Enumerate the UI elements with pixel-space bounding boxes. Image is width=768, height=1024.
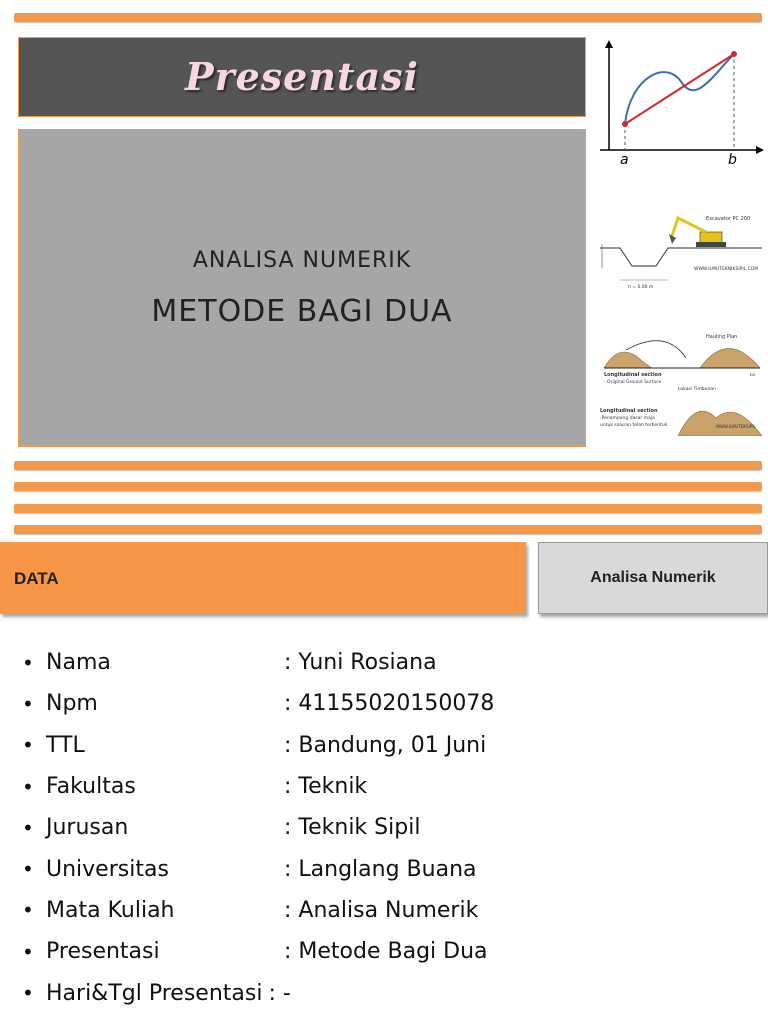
excavator-figure xyxy=(596,208,766,298)
analisa-numerik-tab[interactable] xyxy=(538,542,768,614)
section-label-1-sub: - Original Ground Surface xyxy=(604,380,662,385)
list-item xyxy=(22,807,494,848)
info-value: : Analisa Numerik xyxy=(284,897,479,923)
info-label: Mata Kuliah xyxy=(46,897,175,923)
bullet-icon: • xyxy=(22,898,34,923)
point-b xyxy=(731,51,737,57)
lokasi-label: Lokasi Timbunan xyxy=(678,387,716,392)
bullet-icon: • xyxy=(22,691,34,716)
excavator-site: WWW.ILMUTEKNIKSIPIL.COM xyxy=(694,267,759,272)
soil-mound-2 xyxy=(700,348,760,368)
data-tab[interactable] xyxy=(0,542,526,614)
divider-bar-4 xyxy=(14,525,762,534)
info-label: Jurusan xyxy=(46,815,129,841)
info-label: Universitas xyxy=(46,856,169,882)
divider-bar-3 xyxy=(14,504,762,513)
info-value: : Langlang Buana xyxy=(284,856,477,882)
subject-subtitle: METODE BAGI DUA xyxy=(151,294,453,329)
info-value: : Metode Bagi Dua xyxy=(284,939,488,965)
list-item xyxy=(22,972,494,1013)
subject-panel xyxy=(18,129,586,447)
excavator-dim: h = 6.00 m xyxy=(628,285,654,290)
divider-bar-1 xyxy=(14,461,762,470)
data-tab-label: DATA xyxy=(14,569,59,588)
list-item xyxy=(22,725,494,766)
secant-line xyxy=(625,54,734,124)
bullet-icon: • xyxy=(22,857,34,882)
info-label: Fakultas xyxy=(46,774,136,800)
info-value: : Teknik xyxy=(284,774,368,800)
top-divider-bar xyxy=(14,13,762,22)
excavator-track xyxy=(696,242,726,247)
presentation-title: Presentasi xyxy=(185,54,419,99)
lo-label: Lo xyxy=(750,373,756,378)
info-value: : Bandung, 01 Juni xyxy=(284,732,487,758)
longitudinal-section-figure xyxy=(596,328,766,436)
list-item xyxy=(22,683,494,724)
info-label: TTL xyxy=(46,732,85,758)
label-b: b xyxy=(728,152,737,168)
section-label-1: Longitudinal section xyxy=(604,372,662,378)
bullet-icon: • xyxy=(22,815,34,840)
divider-bar-2 xyxy=(14,482,762,491)
bisection-graph xyxy=(596,38,766,180)
analisa-numerik-tab-label: Analisa Numerik xyxy=(590,569,716,586)
info-label: Nama xyxy=(46,650,111,676)
info-label: Presentasi xyxy=(46,939,160,965)
list-item xyxy=(22,642,494,683)
info-label: Npm xyxy=(46,691,98,717)
student-info-list xyxy=(22,642,494,1014)
info-label: Hari&Tgl Presentasi xyxy=(46,980,263,1006)
soil-mound-1 xyxy=(604,352,652,368)
hauling-label: Hauling Plan xyxy=(706,334,738,340)
list-item xyxy=(22,931,494,972)
bullet-icon: • xyxy=(22,774,34,799)
info-value: : 41155020150078 xyxy=(284,691,495,717)
list-item xyxy=(22,766,494,807)
section-label-2-sub1: -Penampang dasar maja xyxy=(600,416,655,421)
x-axis-arrow xyxy=(756,146,764,154)
section-site: WWW.ILMUTEKSIPIL xyxy=(716,424,756,429)
section-label-2: Longitudinal section xyxy=(600,408,658,414)
excavator-diagram xyxy=(596,208,766,298)
y-axis-arrow xyxy=(605,40,613,48)
bullet-icon: • xyxy=(22,650,34,675)
excavator-caption: Excavator PC 200 xyxy=(706,216,751,222)
info-value: : Teknik Sipil xyxy=(284,815,421,841)
trench-profile xyxy=(600,248,762,266)
subject-title: ANALISA NUMERIK xyxy=(192,248,412,273)
bullet-icon: • xyxy=(22,733,34,758)
info-value: : Yuni Rosiana xyxy=(284,650,437,676)
label-a: a xyxy=(620,152,629,168)
list-item xyxy=(22,890,494,931)
section-label-2-sub2: untuk saluran telah terbentuk xyxy=(600,423,668,428)
bullet-icon: • xyxy=(22,981,34,1006)
longitudinal-section-diagram xyxy=(596,328,766,436)
list-item xyxy=(22,848,494,889)
bisection-graph-figure xyxy=(596,38,766,180)
title-box xyxy=(18,37,586,117)
bullet-icon: • xyxy=(22,939,34,964)
info-value: : - xyxy=(268,980,291,1006)
point-a xyxy=(622,121,628,127)
